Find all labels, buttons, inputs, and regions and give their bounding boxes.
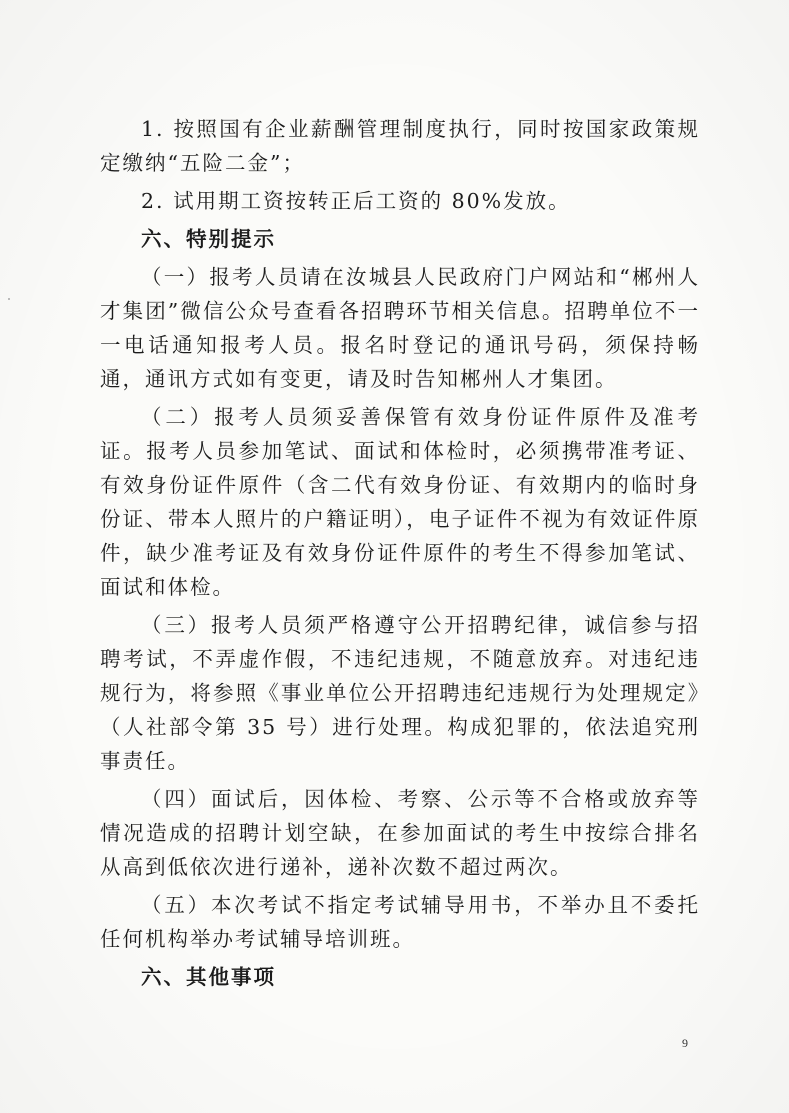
document-body [100,112,700,998]
notice-item-4: （四）面试后，因体检、考察、公示等不合格或放弃等情况造成的招聘计划空缺，在参加面试的考生中按综合排名从高到低依次进行递补，递补次数不超过两次。 [100,787,700,879]
notice-item-2: （二）报考人员须妥善保管有效身份证件原件及准考证。报考人员参加笔试、面试和体检时，必须携带准考证、有效身份证件原件（含二代有效身份证、有效期内的临时身份证、带本人照片的户籍证明），电子证件不视为有效证件原件，缺少准考证及有效身份证件原件的考生不得参加笔试、面试和体检。 [100,405,700,599]
page-number: 9 [682,1036,688,1050]
notice-item-5: （五）本次考试不指定考试辅导用书，不举办且不委托任何机构举办考试辅导培训班。 [100,893,700,951]
notice-item-3: （三）报考人员须严格遵守公开招聘纪律，诚信参与招聘考试，不弄虚作假，不违纪违规，不随意放弃。对违纪违规行为，将参照《事业单位公开招聘违纪违规行为处理规定》（人社部令第 35 号）进行处理。构成犯罪的，依法追究刑事责任。 [100,613,700,773]
salary-item-1: 1. 按照国有企业薪酬管理制度执行，同时按国家政策规定缴纳“五险二金”； [100,117,700,175]
section-heading-other-matters: 六、其他事项 [141,965,276,989]
section-heading-special-notice: 六、特别提示 [141,227,276,251]
notice-item-1: （一）报考人员请在汝城县人民政府门户网站和“郴州人才集团”微信公众号查看各招聘环节相关信息。招聘单位不一一电话通知报考人员。报名时登记的通讯号码，须保持畅通，通讯方式如有变更，请及时告知郴州人才集团。 [100,265,700,391]
scan-speck [8,298,10,300]
salary-item-2: 2. 试用期工资按转正后工资的 80%发放。 [141,189,571,213]
